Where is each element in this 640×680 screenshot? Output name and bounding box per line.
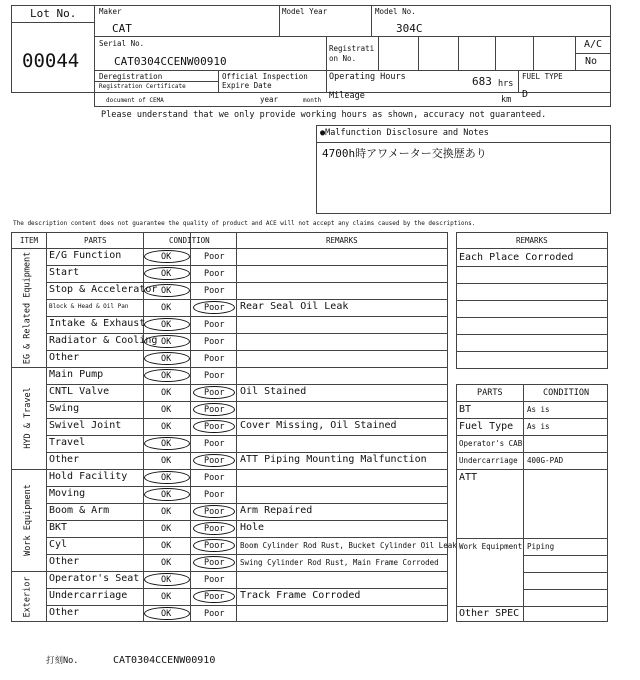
- ok-option: OK: [161, 490, 172, 500]
- right-remarks-line: [456, 334, 608, 335]
- ac-divider: [575, 36, 576, 70]
- group-divider: [11, 571, 448, 572]
- right-parts-line: [456, 435, 608, 436]
- group-label-0: EG & Related Equipment: [22, 251, 33, 364]
- group-label-2: Work Equipment: [22, 484, 33, 556]
- main-col-line: [46, 232, 47, 622]
- registration-label: Registrati on No.: [329, 44, 375, 63]
- right-remarks-line: [456, 283, 608, 284]
- header-lower-frame: [94, 70, 611, 107]
- right-remarks-line: [456, 317, 608, 318]
- poor-option: Poor: [204, 439, 225, 449]
- poor-circle: [193, 301, 235, 314]
- poor-circle: [193, 590, 235, 603]
- main-header-line: [11, 248, 448, 249]
- poor-option: Poor: [204, 422, 225, 432]
- header-parts: PARTS: [84, 236, 107, 245]
- ok-circle: [144, 352, 190, 365]
- table-row-line: [46, 520, 448, 521]
- part-label: Stop & Accelerator: [49, 284, 158, 295]
- poor-option: Poor: [204, 405, 225, 415]
- operating-hours-label: Operating Hours: [329, 72, 406, 82]
- ok-option: OK: [161, 609, 172, 619]
- malfunction-box: [316, 125, 611, 214]
- footer-label: 打刻No.: [46, 656, 79, 666]
- lot-label-divider: [11, 22, 95, 23]
- poor-option: Poor: [204, 388, 225, 398]
- part-label: Other: [49, 454, 80, 465]
- maker-value: CAT: [112, 22, 132, 35]
- ok-option: OK: [161, 422, 172, 432]
- ok-option: OK: [161, 388, 172, 398]
- right-part-label: Undercarriage: [459, 456, 518, 465]
- ok-circle: [144, 318, 190, 331]
- right-remarks-line: [456, 248, 608, 249]
- part-label: Hold Facility: [49, 471, 128, 482]
- poor-circle: [193, 539, 235, 552]
- remark-text: Cover Missing, Oil Stained: [240, 420, 397, 431]
- right-part-label: Other SPEC: [459, 608, 520, 619]
- right-parts-divider: [523, 384, 524, 622]
- fuel-type-label: FUEL TYPE: [522, 72, 563, 81]
- ok-option: OK: [161, 473, 172, 483]
- part-label: Main Pump: [49, 369, 104, 380]
- poor-circle: [193, 403, 235, 416]
- malfunction-text: 4700h時アワメーター交換歴あり: [322, 147, 487, 160]
- ok-option: OK: [161, 541, 172, 551]
- maker-label: Maker: [99, 7, 122, 16]
- reg-certificate-label: Registration Certificate: [99, 83, 186, 90]
- part-label: Travel: [49, 437, 86, 448]
- ok-option: OK: [161, 354, 172, 364]
- part-label: Operator's Seat: [49, 573, 140, 584]
- right-parts-line: [456, 401, 608, 402]
- poor-option: Poor: [204, 354, 225, 364]
- table-row-line: [46, 282, 448, 283]
- ok-option: OK: [161, 575, 172, 585]
- ok-option: OK: [161, 558, 172, 568]
- fuel-type-value: D: [522, 89, 529, 100]
- remark-text: Track Frame Corroded: [240, 590, 361, 601]
- poor-option: Poor: [204, 558, 225, 568]
- ok-option: OK: [161, 252, 172, 262]
- model-no-value: 304C: [396, 22, 423, 35]
- part-label: Intake & Exhaust: [49, 318, 146, 329]
- table-row-line: [46, 299, 448, 300]
- part-label: Other: [49, 556, 80, 567]
- right-parts-line: [456, 606, 608, 607]
- group-divider: [11, 367, 448, 368]
- ok-circle: [144, 267, 190, 280]
- modelyear-divider: [371, 5, 372, 36]
- header-condition: CONDITION: [169, 236, 210, 245]
- part-label: E/G Function: [49, 250, 122, 261]
- mileage-label: Mileage: [329, 91, 365, 101]
- lot-label: Lot No.: [30, 7, 77, 20]
- ok-option: OK: [161, 320, 172, 330]
- table-row-line: [46, 418, 448, 419]
- right-cond-value: As is: [527, 405, 550, 414]
- poor-option: Poor: [204, 252, 225, 262]
- header-remarks: REMARKS: [326, 236, 358, 245]
- right-parts-line: [456, 469, 608, 470]
- model-no-label: Model No.: [375, 7, 416, 16]
- part-label: Boom & Arm: [49, 505, 110, 516]
- right-remarks-line: [456, 300, 608, 301]
- poor-option: Poor: [204, 286, 225, 296]
- poor-option: Poor: [204, 575, 225, 585]
- main-col-line: [190, 232, 191, 622]
- poor-option: Poor: [204, 371, 225, 381]
- table-row-line: [46, 537, 448, 538]
- group-label-1: HYD & Travel: [22, 387, 33, 449]
- poor-option: Poor: [204, 320, 225, 330]
- year-label: year: [260, 95, 279, 104]
- ok-option: OK: [161, 405, 172, 415]
- group-label-3: Exterior: [22, 576, 33, 617]
- doc-cema-label: document of CEMA: [106, 97, 164, 104]
- disclaimer-text: The description content does not guarantee the quality of product and ACE will not accept any claims caused by the descriptions.: [13, 220, 476, 227]
- remark-text: Hole: [240, 522, 265, 533]
- poor-option: Poor: [204, 473, 225, 483]
- right-condition-header: CONDITION: [543, 388, 590, 398]
- poor-option: Poor: [204, 490, 225, 500]
- right-parts-header: PARTS: [477, 388, 503, 398]
- maker-divider: [279, 5, 280, 36]
- remark-text: Swing Cylinder Rod Rust, Main Frame Corroded: [240, 558, 439, 567]
- deregistration-label: Deregistration: [99, 72, 163, 81]
- table-row-line: [46, 435, 448, 436]
- remark-text: Boom Cylinder Rod Rust, Bucket Cylinder Oil Leak: [240, 541, 457, 550]
- malfunction-divider: [316, 142, 611, 143]
- ok-circle: [144, 488, 190, 501]
- part-label: Block & Head & Oil Pan: [49, 303, 129, 310]
- header-item: ITEM: [20, 236, 39, 245]
- poor-circle: [193, 454, 235, 467]
- ac-label: A/C: [584, 39, 603, 50]
- right-cond-value: 400G-PAD: [527, 456, 564, 465]
- ok-option: OK: [161, 507, 172, 517]
- lot-value: 00044: [22, 50, 80, 72]
- right-parts-line: [456, 452, 608, 453]
- right-cond-value: As is: [527, 422, 550, 431]
- poor-circle: [193, 556, 235, 569]
- malfunction-title: ●Malfunction Disclosure and Notes: [320, 128, 489, 138]
- ok-circle: [144, 607, 190, 620]
- table-row-line: [46, 350, 448, 351]
- poor-circle: [193, 420, 235, 433]
- reg-box3: [495, 36, 496, 70]
- month-label: month: [303, 97, 322, 104]
- part-label: Radiator & Cooling: [49, 335, 158, 346]
- part-label: Swivel Joint: [49, 420, 122, 431]
- poor-circle: [193, 505, 235, 518]
- ok-option: OK: [161, 524, 172, 534]
- serial-label: Serial No.: [99, 39, 145, 48]
- poor-option: Poor: [204, 524, 225, 534]
- part-label: Moving: [49, 488, 86, 499]
- table-row-line: [46, 401, 448, 402]
- table-row-line: [46, 452, 448, 453]
- ok-option: OK: [161, 269, 172, 279]
- right-remarks-line: [456, 266, 608, 267]
- right-parts-line: [523, 589, 608, 590]
- ok-circle: [144, 369, 190, 382]
- footer-value: CAT0304CCENW00910: [113, 655, 216, 666]
- ok-option: OK: [161, 592, 172, 602]
- ok-option: OK: [161, 303, 172, 313]
- ok-circle: [144, 335, 190, 348]
- km-unit: km: [501, 95, 512, 105]
- part-label: Swing: [49, 403, 80, 414]
- right-cond-value: Piping: [527, 542, 555, 551]
- table-row-line: [46, 503, 448, 504]
- ok-circle: [144, 437, 190, 450]
- right-part-label: Work Equipment: [459, 542, 523, 551]
- ok-option: OK: [161, 456, 172, 466]
- poor-circle: [193, 386, 235, 399]
- table-row-line: [46, 588, 448, 589]
- part-label: Undercarriage: [49, 590, 128, 601]
- table-row-line: [46, 333, 448, 334]
- right-part-label: Operator's CAB: [459, 439, 523, 448]
- right-part-label: ATT: [459, 472, 478, 483]
- remark-text: ATT Piping Mounting Malfunction: [240, 454, 427, 465]
- operating-hours-value: 683: [472, 75, 492, 88]
- table-row-line: [46, 316, 448, 317]
- remark-text: Rear Seal Oil Leak: [240, 301, 349, 312]
- ac-value: No: [585, 56, 598, 67]
- reg-box1: [418, 36, 419, 70]
- part-label: Other: [49, 352, 80, 363]
- remark-text: Arm Repaired: [240, 505, 313, 516]
- poor-circle: [193, 522, 235, 535]
- poor-option: Poor: [204, 507, 225, 517]
- reg-divider: [378, 36, 379, 70]
- reg-box4: [533, 36, 534, 70]
- group-divider: [11, 469, 448, 470]
- right-remarks-first: Each Place Corroded: [459, 252, 574, 263]
- right-parts-table: [456, 384, 608, 622]
- part-label: Other: [49, 607, 80, 618]
- inspection-label: Official Inspection Expire Date: [222, 72, 308, 90]
- ok-circle: [144, 471, 190, 484]
- part-label: Start: [49, 267, 80, 278]
- ok-option: OK: [161, 439, 172, 449]
- part-label: BKT: [49, 522, 68, 533]
- remark-text: Oil Stained: [240, 386, 307, 397]
- ok-circle: [144, 573, 190, 586]
- reg-box2: [458, 36, 459, 70]
- main-col-line: [236, 232, 237, 622]
- poor-option: Poor: [204, 456, 225, 466]
- ok-option: OK: [161, 337, 172, 347]
- table-row-line: [46, 605, 448, 606]
- poor-option: Poor: [204, 269, 225, 279]
- ok-option: OK: [161, 371, 172, 381]
- right-parts-line: [523, 572, 608, 573]
- ok-circle: [144, 284, 190, 297]
- part-label: CNTL Valve: [49, 386, 110, 397]
- table-row-line: [46, 265, 448, 266]
- table-row-line: [46, 486, 448, 487]
- hrs-unit: hrs: [498, 79, 514, 89]
- right-parts-line: [456, 538, 608, 539]
- poor-option: Poor: [204, 337, 225, 347]
- ok-circle: [144, 250, 190, 263]
- model-year-label: Model Year: [282, 7, 328, 16]
- table-row-line: [46, 384, 448, 385]
- right-parts-line: [523, 555, 608, 556]
- right-parts-line: [456, 418, 608, 419]
- right-part-label: Fuel Type: [459, 421, 514, 432]
- table-row-line: [46, 554, 448, 555]
- ok-option: OK: [161, 286, 172, 296]
- poor-option: Poor: [204, 609, 225, 619]
- right-part-label: BT: [459, 404, 472, 415]
- serial-value: CAT0304CCENW00910: [114, 55, 227, 68]
- notice-text: Please understand that we only provide working hours as shown, accuracy not guaranteed.: [101, 110, 547, 120]
- poor-option: Poor: [204, 303, 225, 313]
- poor-option: Poor: [204, 592, 225, 602]
- part-label: Cyl: [49, 539, 68, 550]
- right-remarks-line: [456, 351, 608, 352]
- right-remarks-header: REMARKS: [516, 236, 548, 245]
- poor-option: Poor: [204, 541, 225, 551]
- header-row2-line-right: [575, 53, 611, 54]
